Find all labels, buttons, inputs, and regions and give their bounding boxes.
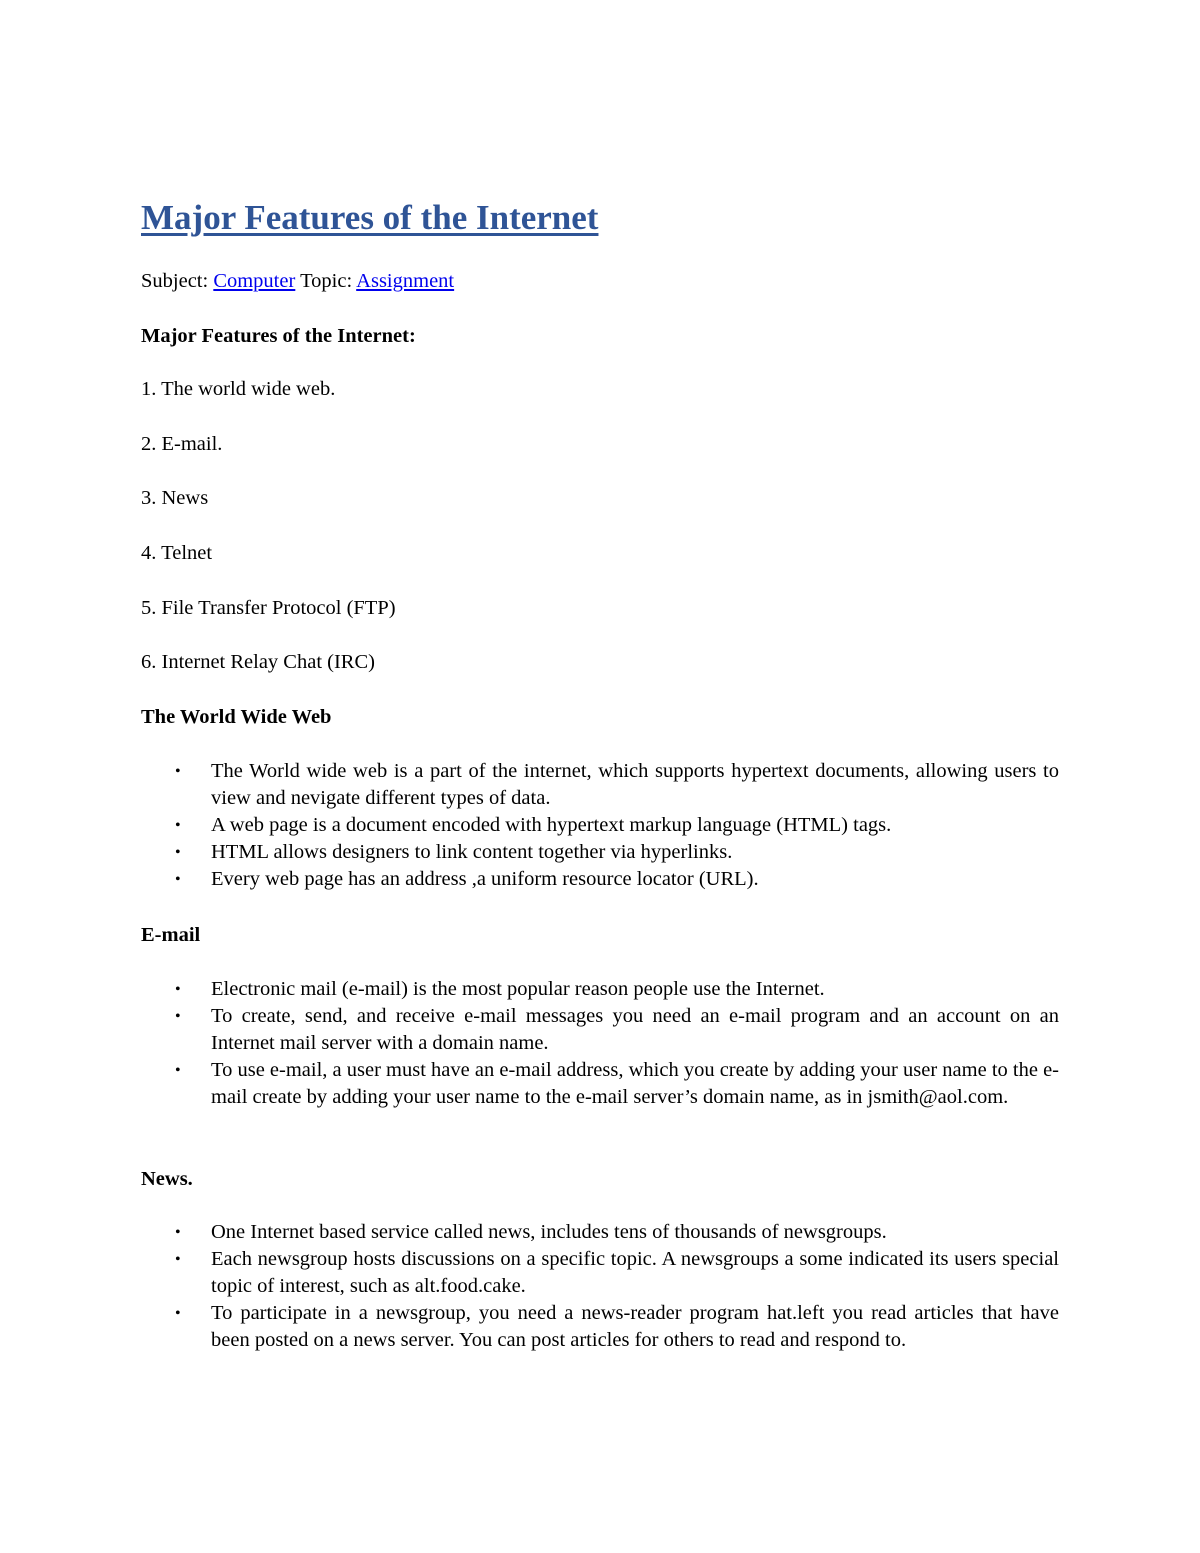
feature-item: 2. E-mail. bbox=[141, 433, 223, 455]
list-item bbox=[141, 758, 1059, 812]
bullet-icon: • bbox=[175, 981, 181, 998]
section-heading-www: The World Wide Web bbox=[141, 706, 332, 728]
list-item-text: To participate in a newsgroup, you need a news-reader program hat.left you read articles that have been posted on a news server. You can post articles for others to read and respond to. bbox=[211, 1302, 1059, 1351]
list-item-text: HTML allows designers to link content together via hyperlinks. bbox=[211, 841, 733, 863]
bullet-icon: • bbox=[175, 1224, 181, 1241]
bullet-icon: • bbox=[175, 1008, 181, 1025]
subject-label: Subject: bbox=[141, 270, 209, 292]
list-item bbox=[141, 866, 1059, 893]
page-title: Major Features of the Internet bbox=[141, 198, 599, 237]
bullet-icon: • bbox=[175, 1062, 181, 1079]
list-item bbox=[141, 1003, 1059, 1057]
bullet-icon: • bbox=[175, 871, 181, 888]
topic-label: Topic: bbox=[300, 270, 353, 292]
list-item bbox=[141, 812, 1059, 839]
list-item-text: Every web page has an address ,a uniform resource locator (URL). bbox=[211, 868, 759, 890]
feature-item: 6. Internet Relay Chat (IRC) bbox=[141, 651, 375, 673]
list-item-text: To use e-mail, a user must have an e-mail address, which you create by adding your user name to the e-mail create by adding your user name to the e-mail server’s domain name, as in jsmith@aol.com. bbox=[211, 1059, 1059, 1108]
bullet-icon: • bbox=[175, 763, 181, 780]
list-item bbox=[141, 839, 1059, 866]
list-item-text: The World wide web is a part of the internet, which supports hypertext documents, allowing users to view and nevigate different types of data. bbox=[211, 760, 1059, 809]
news-bullet-list bbox=[141, 1219, 1059, 1354]
list-item bbox=[141, 1057, 1059, 1111]
feature-item: 3. News bbox=[141, 487, 209, 509]
section-heading-news: News. bbox=[141, 1168, 193, 1190]
section-heading-email: E-mail bbox=[141, 924, 201, 946]
list-item-text: A web page is a document encoded with hypertext markup language (HTML) tags. bbox=[211, 814, 892, 836]
list-item-text: To create, send, and receive e-mail messages you need an e-mail program and an account on an Internet mail server with a domain name. bbox=[211, 1005, 1059, 1054]
subject-link-computer[interactable]: Computer bbox=[213, 270, 296, 292]
list-item bbox=[141, 976, 1059, 1003]
list-item-text: One Internet based service called news, includes tens of thousands of newsgroups. bbox=[211, 1221, 887, 1243]
list-item-text: Electronic mail (e-mail) is the most popular reason people use the Internet. bbox=[211, 978, 825, 1000]
bullet-icon: • bbox=[175, 1251, 181, 1268]
list-item bbox=[141, 1300, 1059, 1354]
feature-item: 4. Telnet bbox=[141, 542, 213, 564]
www-bullet-list bbox=[141, 758, 1059, 893]
bullet-icon: • bbox=[175, 1305, 181, 1322]
feature-item: 1. The world wide web. bbox=[141, 378, 336, 400]
features-heading: Major Features of the Internet: bbox=[141, 325, 416, 347]
email-bullet-list bbox=[141, 976, 1059, 1111]
feature-item: 5. File Transfer Protocol (FTP) bbox=[141, 597, 396, 619]
subject-topic-line bbox=[141, 266, 454, 296]
topic-link-assignment[interactable]: Assignment bbox=[356, 270, 455, 292]
list-item-text: Each newsgroup hosts discussions on a specific topic. A newsgroups a some indicated its users special topic of interest, such as alt.food.cake. bbox=[211, 1248, 1059, 1297]
list-item bbox=[141, 1246, 1059, 1300]
bullet-icon: • bbox=[175, 817, 181, 834]
list-item bbox=[141, 1219, 1059, 1246]
bullet-icon: • bbox=[175, 844, 181, 861]
